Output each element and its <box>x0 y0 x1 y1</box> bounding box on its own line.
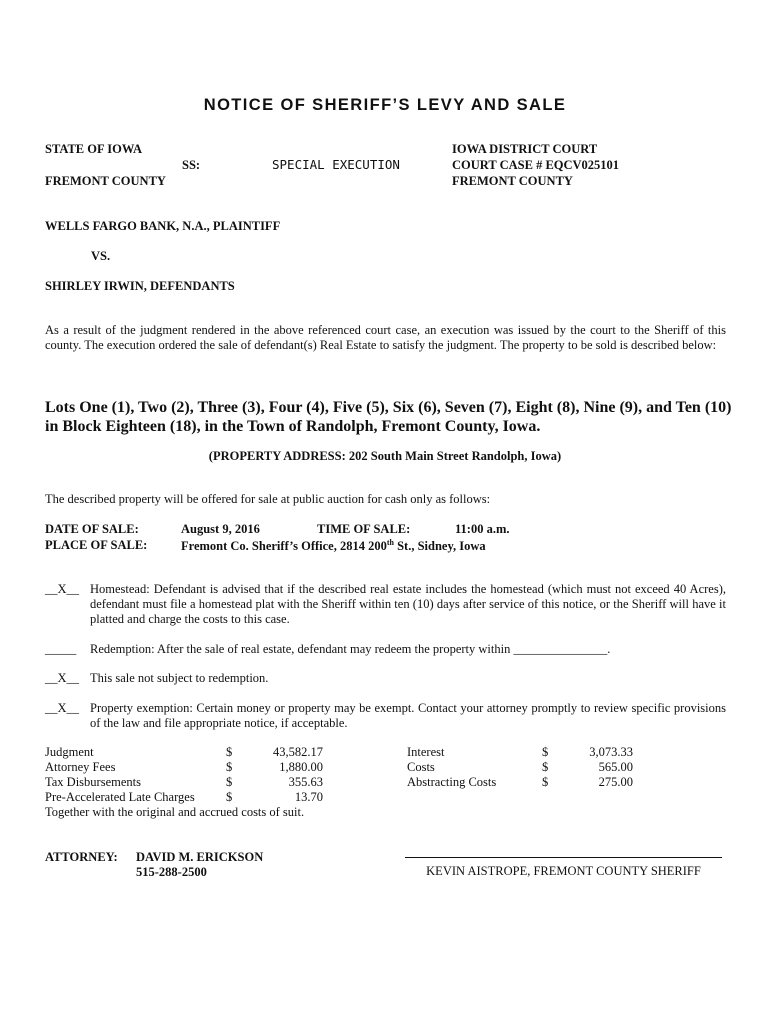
defendant: SHIRLEY IRWIN, DEFENDANTS <box>45 279 235 293</box>
time-of-sale-label: TIME OF SALE: <box>317 522 411 536</box>
option-text: Redemption: After the sale of real estate, defendant may redeem the property within _______________. <box>90 642 611 656</box>
page-title: NOTICE OF SHERIFF’S LEVY AND SALE <box>203 96 567 114</box>
place-of-sale-value: Fremont Co. Sheriff’s Office, 2814 200th St., Sidney, Iowa <box>181 538 486 554</box>
cost-amount: 1,880.00 <box>279 760 323 774</box>
place-of-sale-label: PLACE OF SALE: <box>45 538 148 552</box>
signature-line <box>405 857 722 858</box>
cost-label: Pre-Accelerated Late Charges <box>45 790 195 804</box>
option-mark: __X__ <box>45 671 80 685</box>
court-county: FREMONT COUNTY <box>452 174 573 188</box>
cost-label: Abstracting Costs <box>407 775 497 789</box>
option-redemption <box>45 642 726 658</box>
cost-currency: $ <box>226 790 233 804</box>
cost-label: Interest <box>407 745 445 759</box>
cost-currency: $ <box>226 745 233 759</box>
option-text: Property exemption: Certain money or property may be exempt. Contact your attorney promptly to review specific provisions of the law and file appropriate notice, if acceptable. <box>90 701 726 730</box>
intro-paragraph: As a result of the judgment rendered in the above referenced court case, an execution was issued by the court to the Sheriff of this county. The execution ordered the sale of defendant(s) Real Estate to satisfy the judgment. The property to be sold is described below: <box>45 323 726 352</box>
cost-amount: 275.00 <box>598 775 633 789</box>
option-text: Homestead: Defendant is advised that if the described real estate includes the homestead (which must not exceed 40 Acres), defendant must file a homestead plat with the Sheriff within ten (10) days after service of this notice, or the Sheriff will have it platted and charge the costs to this case. <box>90 582 726 626</box>
sheriff-name: KEVIN AISTROPE, FREMONT COUNTY SHERIFF <box>426 864 701 878</box>
versus: VS. <box>91 249 111 263</box>
attorney-name: DAVID M. ERICKSON <box>136 850 264 864</box>
option-no-redemption <box>45 671 726 687</box>
date-of-sale-label: DATE OF SALE: <box>45 522 139 536</box>
cost-amount: 355.63 <box>288 775 323 789</box>
auction-text: The described property will be offered for sale at public auction for cash only as follows: <box>45 492 491 506</box>
legal-description: Lots One (1), Two (2), Three (3), Four (4), Five (5), Six (6), Seven (7), Eight (8), Nine (9), and Ten (10) in Block Eighteen (18), in the Town of Randolph, Fremont County, Iowa. <box>45 399 732 435</box>
cost-currency: $ <box>542 760 549 774</box>
state-label: STATE OF IOWA <box>45 142 143 156</box>
option-mark: _____ <box>45 642 77 656</box>
cost-currency: $ <box>542 775 549 789</box>
option-mark: __X__ <box>45 582 80 596</box>
court-name: IOWA DISTRICT COURT <box>452 142 598 156</box>
ss-label: SS: <box>182 158 201 172</box>
cost-currency: $ <box>226 775 233 789</box>
cost-amount: 43,582.17 <box>273 745 323 759</box>
cost-label: Tax Disbursements <box>45 775 141 789</box>
cost-currency: $ <box>542 745 549 759</box>
cost-currency: $ <box>226 760 233 774</box>
option-homestead <box>45 582 726 630</box>
attorney-phone: 515-288-2500 <box>136 865 207 879</box>
attorney-label: ATTORNEY: <box>45 850 118 864</box>
cost-label: Attorney Fees <box>45 760 116 774</box>
special-execution-label: SPECIAL EXECUTION <box>272 157 400 172</box>
cost-amount: 13.70 <box>294 790 323 804</box>
court-case-number: COURT CASE # EQCV025101 <box>452 158 620 172</box>
costs-footnote: Together with the original and accrued costs of suit. <box>45 805 305 819</box>
plaintiff: WELLS FARGO BANK, N.A., PLAINTIFF <box>45 219 281 233</box>
option-text: This sale not subject to redemption. <box>90 671 269 685</box>
option-property-exemption <box>45 701 726 733</box>
county-label: FREMONT COUNTY <box>45 174 166 188</box>
date-of-sale-value: August 9, 2016 <box>181 522 260 536</box>
property-address: (PROPERTY ADDRESS: 202 South Main Street Randolph, Iowa) <box>208 449 562 463</box>
option-mark: __X__ <box>45 701 80 715</box>
cost-label: Costs <box>407 760 435 774</box>
time-of-sale-value: 11:00 a.m. <box>455 522 510 536</box>
cost-amount: 565.00 <box>598 760 633 774</box>
cost-amount: 3,073.33 <box>589 745 633 759</box>
cost-label: Judgment <box>45 745 94 759</box>
